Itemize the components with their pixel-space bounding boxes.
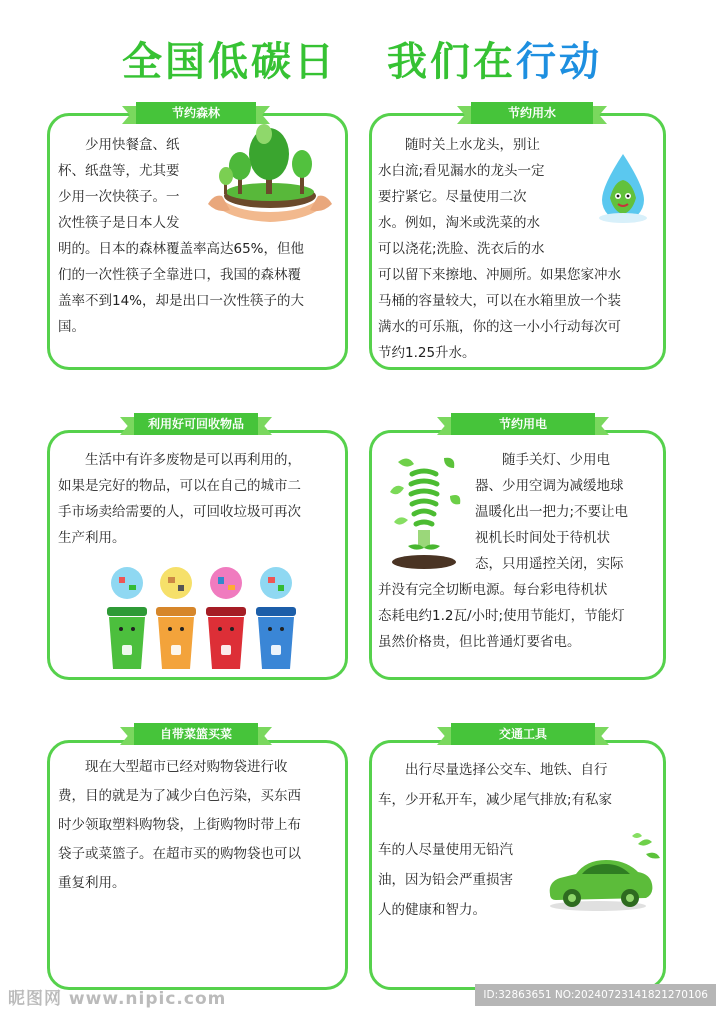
text-line: 少用快餐盒、纸 xyxy=(85,137,180,153)
text-line: 随手关灯、少用电 xyxy=(502,452,610,468)
text-water-bottom xyxy=(378,262,663,366)
banner-electricity xyxy=(437,413,609,435)
text-line: 盖率不到14%，却是出口一次性筷子的大 xyxy=(58,293,305,309)
text-transport-bottom xyxy=(378,835,558,925)
footer xyxy=(0,984,724,1024)
banner-water-label: 节约用水 xyxy=(471,102,593,124)
text-line: 马桶的容量较大，可以在水箱里放一个装 xyxy=(378,293,621,309)
text-line: 生产利用。 xyxy=(58,530,126,546)
text-line: 杯、纸盘等，尤其要 xyxy=(58,163,180,179)
text-line: 手市场卖给需要的人，可回收垃圾可再次 xyxy=(58,504,301,520)
text-line: 出行尽量选择公交车、地铁、自行 xyxy=(405,762,608,778)
energy-bulb-icon xyxy=(384,452,466,574)
text-line: 水。例如，淘米或洗菜的水 xyxy=(378,215,540,231)
text-line: 如果是完好的物品，可以在自己的城市二 xyxy=(58,478,301,494)
image-id: ID:32863651 NO:20240723141821270106 xyxy=(475,984,716,1006)
banner-forest xyxy=(122,102,270,124)
text-line: 车的人尽量使用无铅汽 xyxy=(378,842,513,858)
text-recycle xyxy=(58,447,343,551)
text-line: 节约1.25升水。 xyxy=(378,345,476,361)
text-line: 虽然价格贵，但比普通灯要省电。 xyxy=(378,634,581,650)
title-part3: 行动 xyxy=(516,39,602,85)
text-transport-top xyxy=(378,755,663,815)
banner-basket xyxy=(120,723,272,745)
text-water-top xyxy=(378,132,588,262)
text-forest-top xyxy=(58,132,223,236)
hands-tree-icon xyxy=(208,124,333,232)
text-line: 重复利用。 xyxy=(58,875,126,891)
text-line: 态，只用遥控关闭，实际 xyxy=(475,556,624,572)
text-line: 现在大型超市已经对购物袋进行收 xyxy=(85,759,288,775)
text-electricity-bottom xyxy=(378,577,663,655)
text-line: 满水的可乐瓶，你的这一小小行动每次可 xyxy=(378,319,621,335)
green-car-icon xyxy=(546,832,664,914)
text-line: 们的一次性筷子全靠进口，我国的森林覆 xyxy=(58,267,301,283)
banner-water xyxy=(457,102,607,124)
text-line: 要拧紧它。尽量使用二次 xyxy=(378,189,527,205)
banner-transport-label: 交通工具 xyxy=(451,723,595,745)
text-line: 明的。日本的森林覆盖率高达65%，但他 xyxy=(58,241,305,257)
text-line: 态耗电约1.2瓦/小时;使用节能灯，节能灯 xyxy=(378,608,625,624)
text-line: 国。 xyxy=(58,319,85,335)
text-forest-bottom xyxy=(58,236,343,340)
banner-basket-label: 自带菜篮买菜 xyxy=(134,723,258,745)
text-basket xyxy=(58,753,343,898)
banner-electricity-label: 节约用电 xyxy=(451,413,595,435)
text-line: 袋子或菜篮子。在超市买的购物袋也可以 xyxy=(58,846,301,862)
text-line: 油，因为铅会严重损害 xyxy=(378,872,513,888)
text-line: 温暖化出一把力;不要让电 xyxy=(475,504,629,520)
page-title xyxy=(0,30,724,87)
text-line: 器、少用空调为减缓地球 xyxy=(475,478,624,494)
text-line: 时少领取塑料购物袋，上街购物时带上布 xyxy=(58,817,301,833)
text-line: 可以留下来擦地、冲厕所。如果您家冲水 xyxy=(378,267,621,283)
text-line: 人的健康和智力。 xyxy=(378,902,486,918)
banner-recycle-label: 利用好可回收物品 xyxy=(134,413,258,435)
text-line: 少用一次快筷子。一 xyxy=(58,189,180,205)
banner-forest-label: 节约森林 xyxy=(136,102,256,124)
text-line: 生活中有许多废物是可以再利用的， xyxy=(85,452,301,468)
text-line: 并没有完全切断电源。每台彩电待机状 xyxy=(378,582,608,598)
text-electricity-top xyxy=(475,447,660,577)
text-line: 车，少开私开车，减少尾气排放;有私家 xyxy=(378,792,613,808)
text-line: 费，目的就是为了减少白色污染，买东西 xyxy=(58,788,301,804)
text-line: 可以浇花;洗脸、洗衣后的水 xyxy=(378,241,545,257)
site-logo: 昵图网 www.nipic.com xyxy=(8,989,227,1009)
text-line: 随时关上水龙头，别让 xyxy=(405,137,540,153)
recycle-bins-icon xyxy=(100,565,305,673)
text-line: 视机长时间处于待机状 xyxy=(475,530,610,546)
title-part1: 全国低碳日 xyxy=(122,39,337,85)
title-part2: 我们在 xyxy=(387,39,516,85)
banner-recycle xyxy=(120,413,272,435)
banner-transport xyxy=(437,723,609,745)
water-drop-icon xyxy=(592,152,654,224)
text-line: 水白流;看见漏水的龙头一定 xyxy=(378,163,545,179)
text-line: 次性筷子是日本人发 xyxy=(58,215,180,231)
